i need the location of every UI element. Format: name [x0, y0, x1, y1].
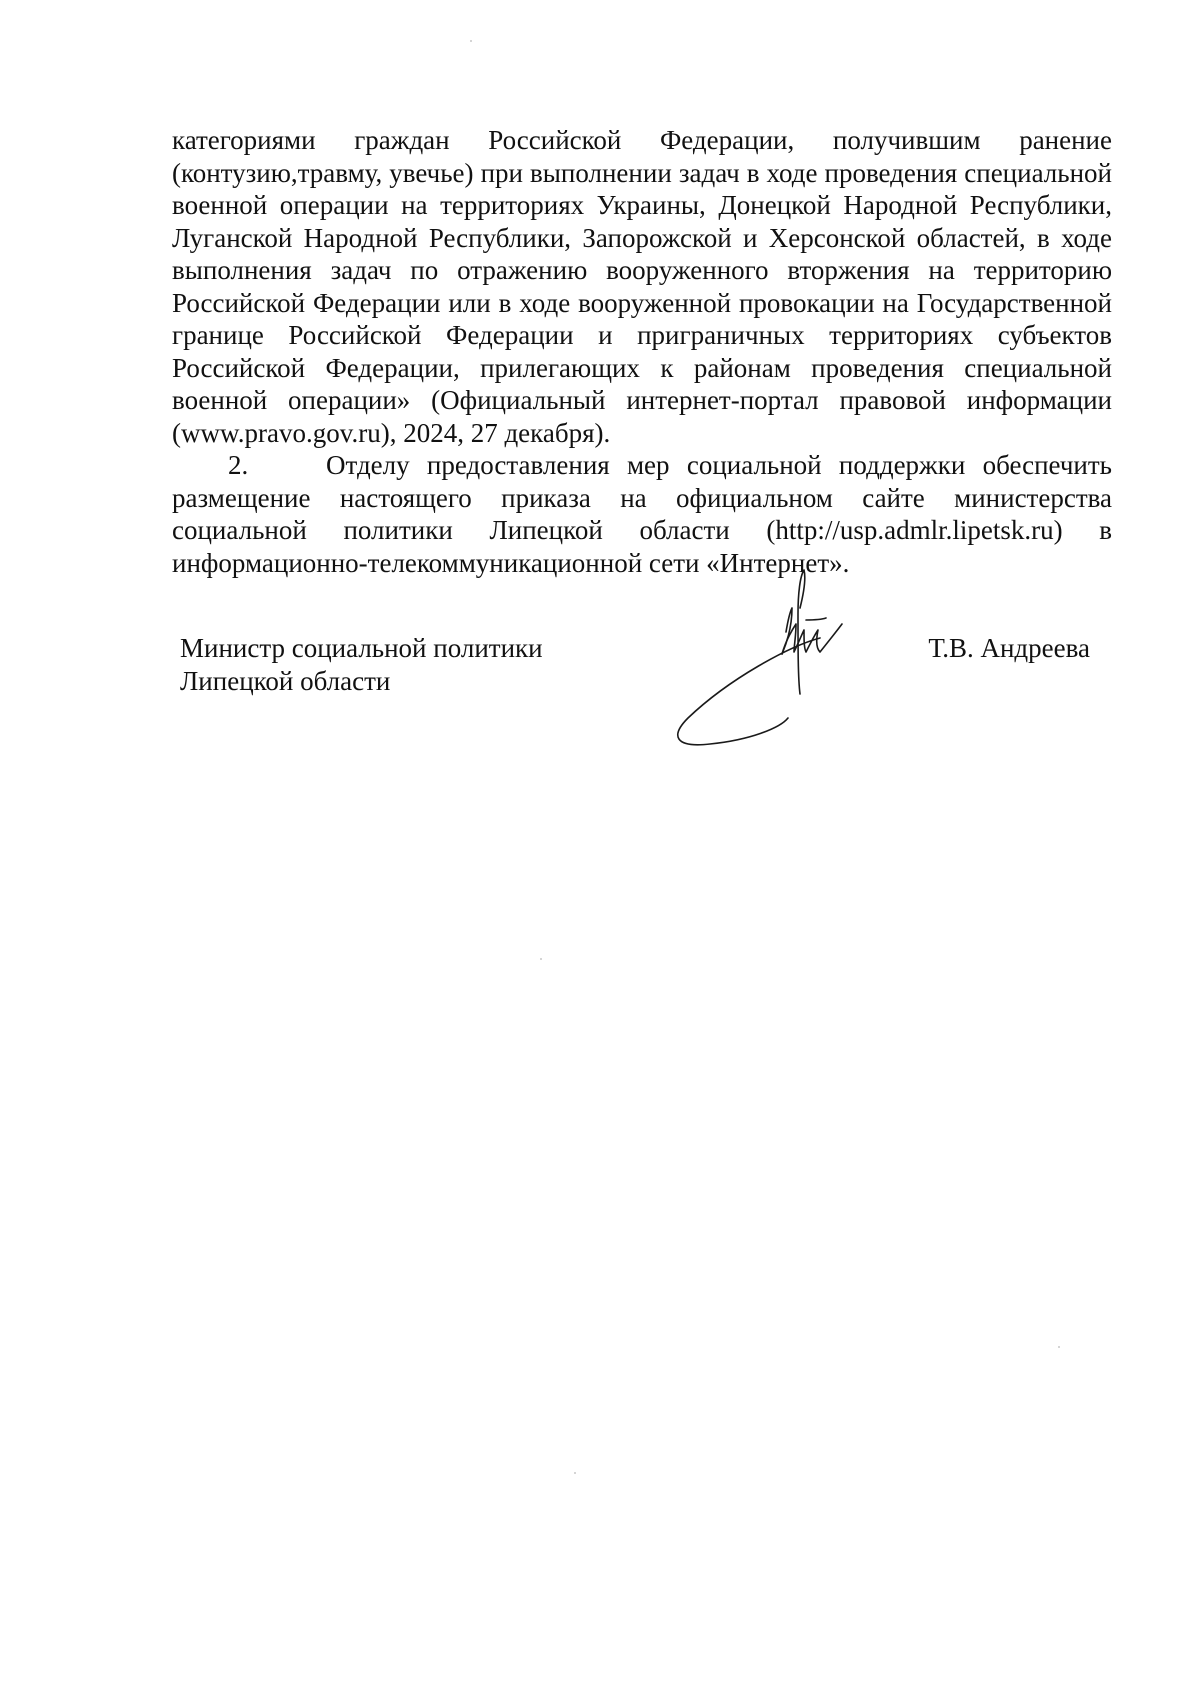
scan-speck — [1058, 1346, 1060, 1348]
scan-speck — [470, 40, 472, 42]
paragraph-item-2 — [172, 449, 1112, 579]
item-text: Отделу предоставления мер социальной поддержки обеспечить размещение настоящего приказа на официальном сайте министерства социальной политики Липецкой области (http://usp.admlr.lipetsk.ru) в информационно-телекоммуникационной сети «Интернет». — [172, 450, 1112, 578]
document-body — [172, 124, 1112, 579]
scan-speck — [540, 958, 542, 960]
paragraph-continuation: категориями граждан Российской Федерации, получившим ранение (контузию,травму, увечье) при выполнении задач в ходе проведения специальной военной операции на территориях Украины, Донецкой Народной Республики, Луганской Народной Республики, Запорожской и Херсонской областей, в ходе выполнения задач по отражению вооруженного вторжения на территорию Российской Федерации или в ходе вооруженной провокации на Государственной границе Российской Федерации и приграничных территориях субъектов Российской Федерации, прилегающих к районам проведения специальной военной операции» (Официальный интернет-портал правовой информации (www.pravo.gov.ru), 2024, 27 декабря). — [172, 125, 1112, 448]
signatory-position-line-1: Министр социальной политики — [180, 633, 543, 663]
handwritten-signature — [670, 568, 910, 758]
signature-block — [180, 632, 1100, 752]
scan-speck — [574, 1472, 576, 1474]
signatory-position-line-2: Липецкой области — [180, 666, 391, 696]
item-number: 2. — [228, 450, 249, 480]
signatory-name: Т.В. Андреева — [928, 633, 1090, 663]
signatory-position — [180, 632, 543, 698]
